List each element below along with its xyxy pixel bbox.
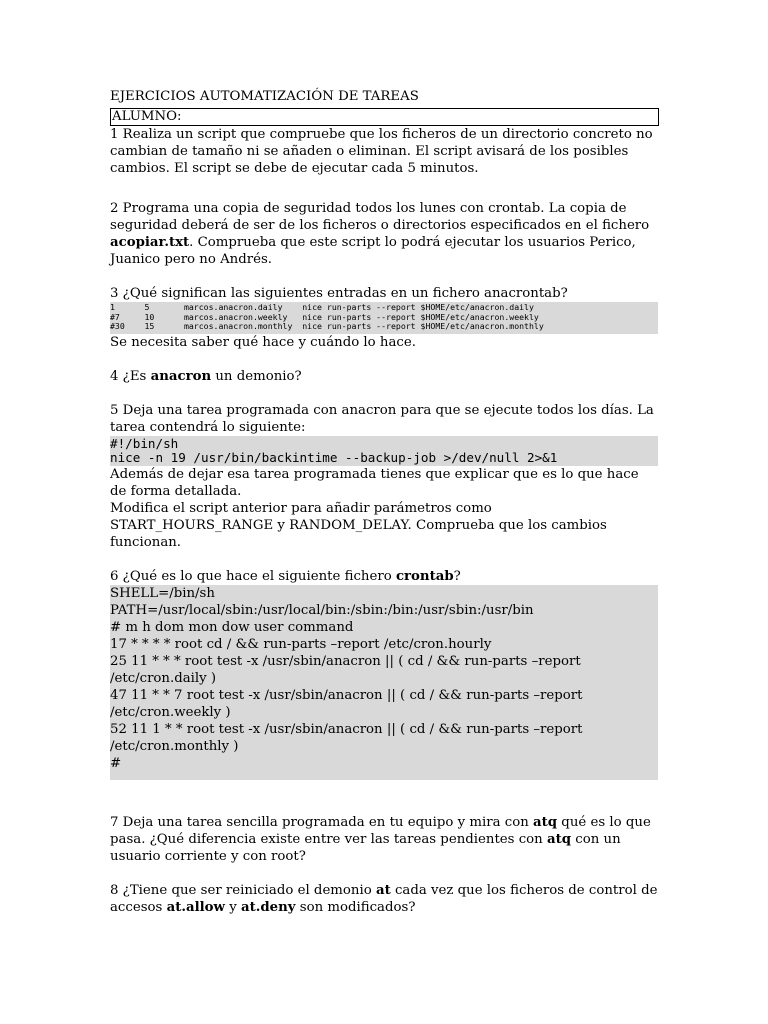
code-line: /etc/cron.monthly ) [110, 738, 239, 754]
exercise-1: 1 Realiza un script que compruebe que los ficheros de un directorio concreto no cambian de tamaño ni se añaden o eliminan. El script avisará de los posibles cambios. El script se debe de ejecutar cada 5 minutos. [110, 127, 653, 176]
exercise-6-question [110, 568, 658, 585]
document-content [110, 88, 658, 916]
filename-acopiar: acopiar.txt [110, 235, 190, 250]
code-line: /etc/cron.daily ) [110, 670, 217, 686]
backup-script-code-block [110, 436, 658, 466]
code-line: PATH=/usr/local/sbin:/usr/local/bin:/sbin:/bin:/usr/sbin:/usr/bin [110, 602, 534, 618]
code-line: #7 10 marcos.anacron.weekly nice run-parts --report $HOME/etc/anacron.weekly [110, 311, 539, 322]
filename-at-deny: at.deny [240, 899, 296, 915]
spacer [110, 551, 658, 568]
code-line: # [110, 755, 122, 771]
code-line: 47 11 * * 7 root test -x /usr/sbin/anacron || ( cd / && run-parts –report [110, 687, 583, 703]
exercise-7-text-end: con un usuario corriente y con root? [110, 831, 621, 864]
spacer [110, 177, 658, 200]
exercise-4 [110, 368, 658, 385]
spacer [110, 865, 658, 882]
document-title: EJERCICIOS AUTOMATIZACIÓN DE TAREAS [110, 89, 419, 104]
exercise-2 [110, 200, 658, 268]
exercise-6-text: 6 ¿Qué es lo que hace el siguiente fichero [110, 568, 396, 584]
filename-at-allow: at.allow [166, 899, 225, 915]
code-line: 17 * * * * root cd / && run-parts –report /etc/cron.hourly [110, 636, 492, 652]
code-line: nice -n 19 /usr/bin/backintime --backup-job >/dev/null 2>&1 [110, 449, 558, 465]
spacer [110, 351, 658, 368]
exercise-4-text: 4 ¿Es [110, 368, 151, 384]
keyword-at: at [375, 882, 391, 898]
spacer [110, 780, 658, 814]
exercise-5-intro: 5 Deja una tarea programada con anacron para que se ejecute todos los días. La tarea contendrá lo siguiente: [110, 402, 654, 435]
code-line: /etc/cron.weekly ) [110, 704, 231, 720]
spacer [110, 268, 658, 285]
exercise-3-question: 3 ¿Qué significan las siguientes entradas en un fichero anacrontab? [110, 286, 568, 301]
keyword-anacron: anacron [150, 368, 212, 384]
exercise-8-text-end: son modificados? [295, 899, 416, 915]
exercise-5-explanation: Además de dejar esa tarea programada tienes que explicar que es lo que hace de forma detallada. [110, 466, 639, 499]
exercise-2-text: 2 Programa una copia de seguridad todos los lunes con crontab. La copia de seguridad deberá de ser de los ficheros o directorios especificados en el fichero [110, 201, 650, 233]
exercise-3-note: Se necesita saber qué hace y cuándo lo hace. [110, 334, 416, 350]
code-line: #!/bin/sh [110, 435, 179, 451]
exercise-6-text-end: ? [453, 568, 461, 584]
exercise-4-text-end: un demonio? [211, 368, 302, 384]
code-line: 52 11 1 * * root test -x /usr/sbin/anacron || ( cd / && run-parts –report [110, 721, 583, 737]
keyword-atq: atq [533, 814, 558, 830]
code-line: #30 15 marcos.anacron.monthly nice run-parts --report $HOME/etc/anacron.monthly [110, 321, 544, 331]
code-line: 1 5 marcos.anacron.daily nice run-parts --report $HOME/etc/anacron.daily [110, 302, 534, 312]
exercise-5-modification: Modifica el script anterior para añadir parámetros como START_HOURS_RANGE y RANDOM_DELAY. Comprueba que los cambios funcionan. [110, 500, 607, 550]
crontab-code-block [110, 585, 658, 780]
anacrontab-code-block [110, 302, 658, 334]
keyword-crontab: crontab [395, 568, 454, 584]
code-line: # m h dom mon dow user command [110, 619, 354, 635]
keyword-atq: atq [546, 831, 572, 847]
exercise-7-text: 7 Deja una tarea sencilla programada en tu equipo y mira con [110, 814, 534, 830]
exercise-8-text: cada vez que los ficheros de control de accesos [110, 882, 658, 915]
student-name-field: ALUMNO: [110, 108, 659, 126]
exercise-7-text: qué es lo que pasa. ¿Qué diferencia existe entre ver las tareas pendientes con [110, 814, 651, 847]
exercise-2-text-end: . Comprueba que este script lo podrá ejecutar los usuarios Perico, Juanico pero no Andrés. [110, 235, 636, 267]
exercise-8-text: y [225, 899, 241, 915]
code-line: SHELL=/bin/sh [110, 585, 215, 601]
exercise-7 [110, 814, 658, 865]
exercise-8 [110, 882, 658, 916]
spacer [110, 385, 658, 402]
code-line: 25 11 * * * root test -x /usr/sbin/anacron || ( cd / && run-parts –report [110, 653, 581, 669]
exercise-8-text: 8 ¿Tiene que ser reiniciado el demonio [110, 882, 376, 898]
